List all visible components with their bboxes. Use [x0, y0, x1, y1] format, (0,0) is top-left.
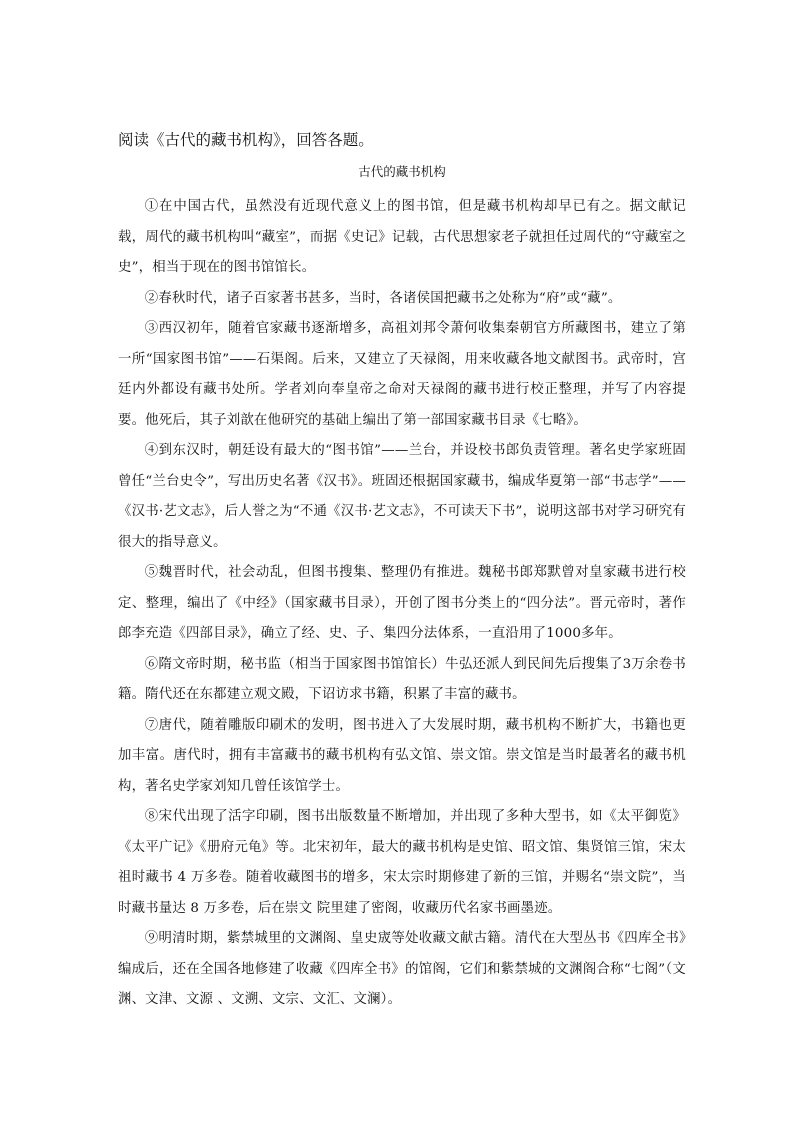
document-page — [118, 126, 686, 1016]
article-title: 古代的藏书机构 — [358, 164, 446, 179]
paragraph-6: ⑥隋文帝时期，秘书监（相当于国家图书馆馆长）牛弘还派人到民间先后搜集了3万余卷书籍。隋代还在东都建立观文殿，下诏访求书籍，积累了丰富的藏书。 — [118, 656, 686, 702]
paragraph-1: ①在中国古代，虽然没有近现代意义上的图书馆，但是藏书机构却早已有之。据文献记载，周代的藏书机构叫“藏室”，而据《史记》记载，古代思想家老子就担任过周代的“守藏室之史”，相当于现在的图书馆馆长。 — [118, 199, 686, 275]
paragraph-5: ⑤魏晋时代，社会动乱，但图书搜集、整理仍有推进。魏秘书郎郑默曾对皇家藏书进行校定、整理，编出了《中经》（国家藏书目录），开创了图书分类上的“四分法”。晋元帝时，著作郎李充造《四部目录》，确立了经、史、子、集四分法体系，一直沿用了1000多年。 — [118, 565, 686, 641]
paragraph-4: ④到东汉时，朝廷设有最大的“图书馆”——兰台，并设校书郎负责管理。著名史学家班固曾任“兰台史令”，写出历史名著《汉书》。班固还根据国家藏书，编成华夏第一部“书志学”——《汉书·艺文志》，后人誉之为“不通《汉书·艺文志》，不可读天下书”，说明这部书对学习研究有很大的指导意义。 — [118, 443, 686, 550]
paragraph-3: ③西汉初年，随着官家藏书逐渐增多，高祖刘邦令萧何收集秦朝官方所藏图书，建立了第一所“国家图书馆”——石渠阁。后来，又建立了天禄阁，用来收藏各地文献图书。武帝时，宫廷内外都设有藏书处所。学者刘向奉皇帝之命对天禄阁的藏书进行校正整理，并写了内容提要。他死后，其子刘歆在他研究的基础上编出了第一部国家藏书目录《七略》。 — [118, 321, 686, 428]
question-prompt: 阅读《古代的藏书机构》，回答各题。 — [118, 131, 374, 149]
paragraph-9: ⑨明清时期，紫禁城里的文渊阁、皇史宬等处收藏文献古籍。清代在大型丛书《四库全书》编成后，还在全国各地修建了收藏《四库全书》的馆阁，它们和紫禁城的文渊阁合称“七阁”（文渊、文津、文源 、文溯、文宗、文汇、文澜）。 — [118, 931, 686, 1007]
paragraph-7: ⑦唐代，随着雕版印刷术的发明，图书进入了大发展时期，藏书机构不断扩大，书籍也更加丰富。唐代时，拥有丰富藏书的藏书机构有弘文馆、崇文馆。崇文馆是当时最著名的藏书机构，著名史学家刘知几曾任该馆学士。 — [118, 717, 686, 794]
paragraph-2: ②春秋时代，诸子百家著书甚多，当时，各诸侯国把藏书之处称为“府”或“藏”。 — [144, 290, 622, 306]
paragraph-8: ⑧宋代出现了活字印刷，图书出版数量不断增加，并出现了多种大型书，如《太平御览》《太平广记》《册府元龟》等。北宋初年，最大的藏书机构是史馆、昭文馆、集贤馆三馆，宋太祖时藏书 4 万多卷。随着收藏图书的增多，宋太宗时期修建了新的三馆，并赐名“崇文院”，当时藏书量达 8 万多卷，后在崇文 院里建了密阁，收藏历代名家书画墨迹。 — [118, 809, 686, 916]
